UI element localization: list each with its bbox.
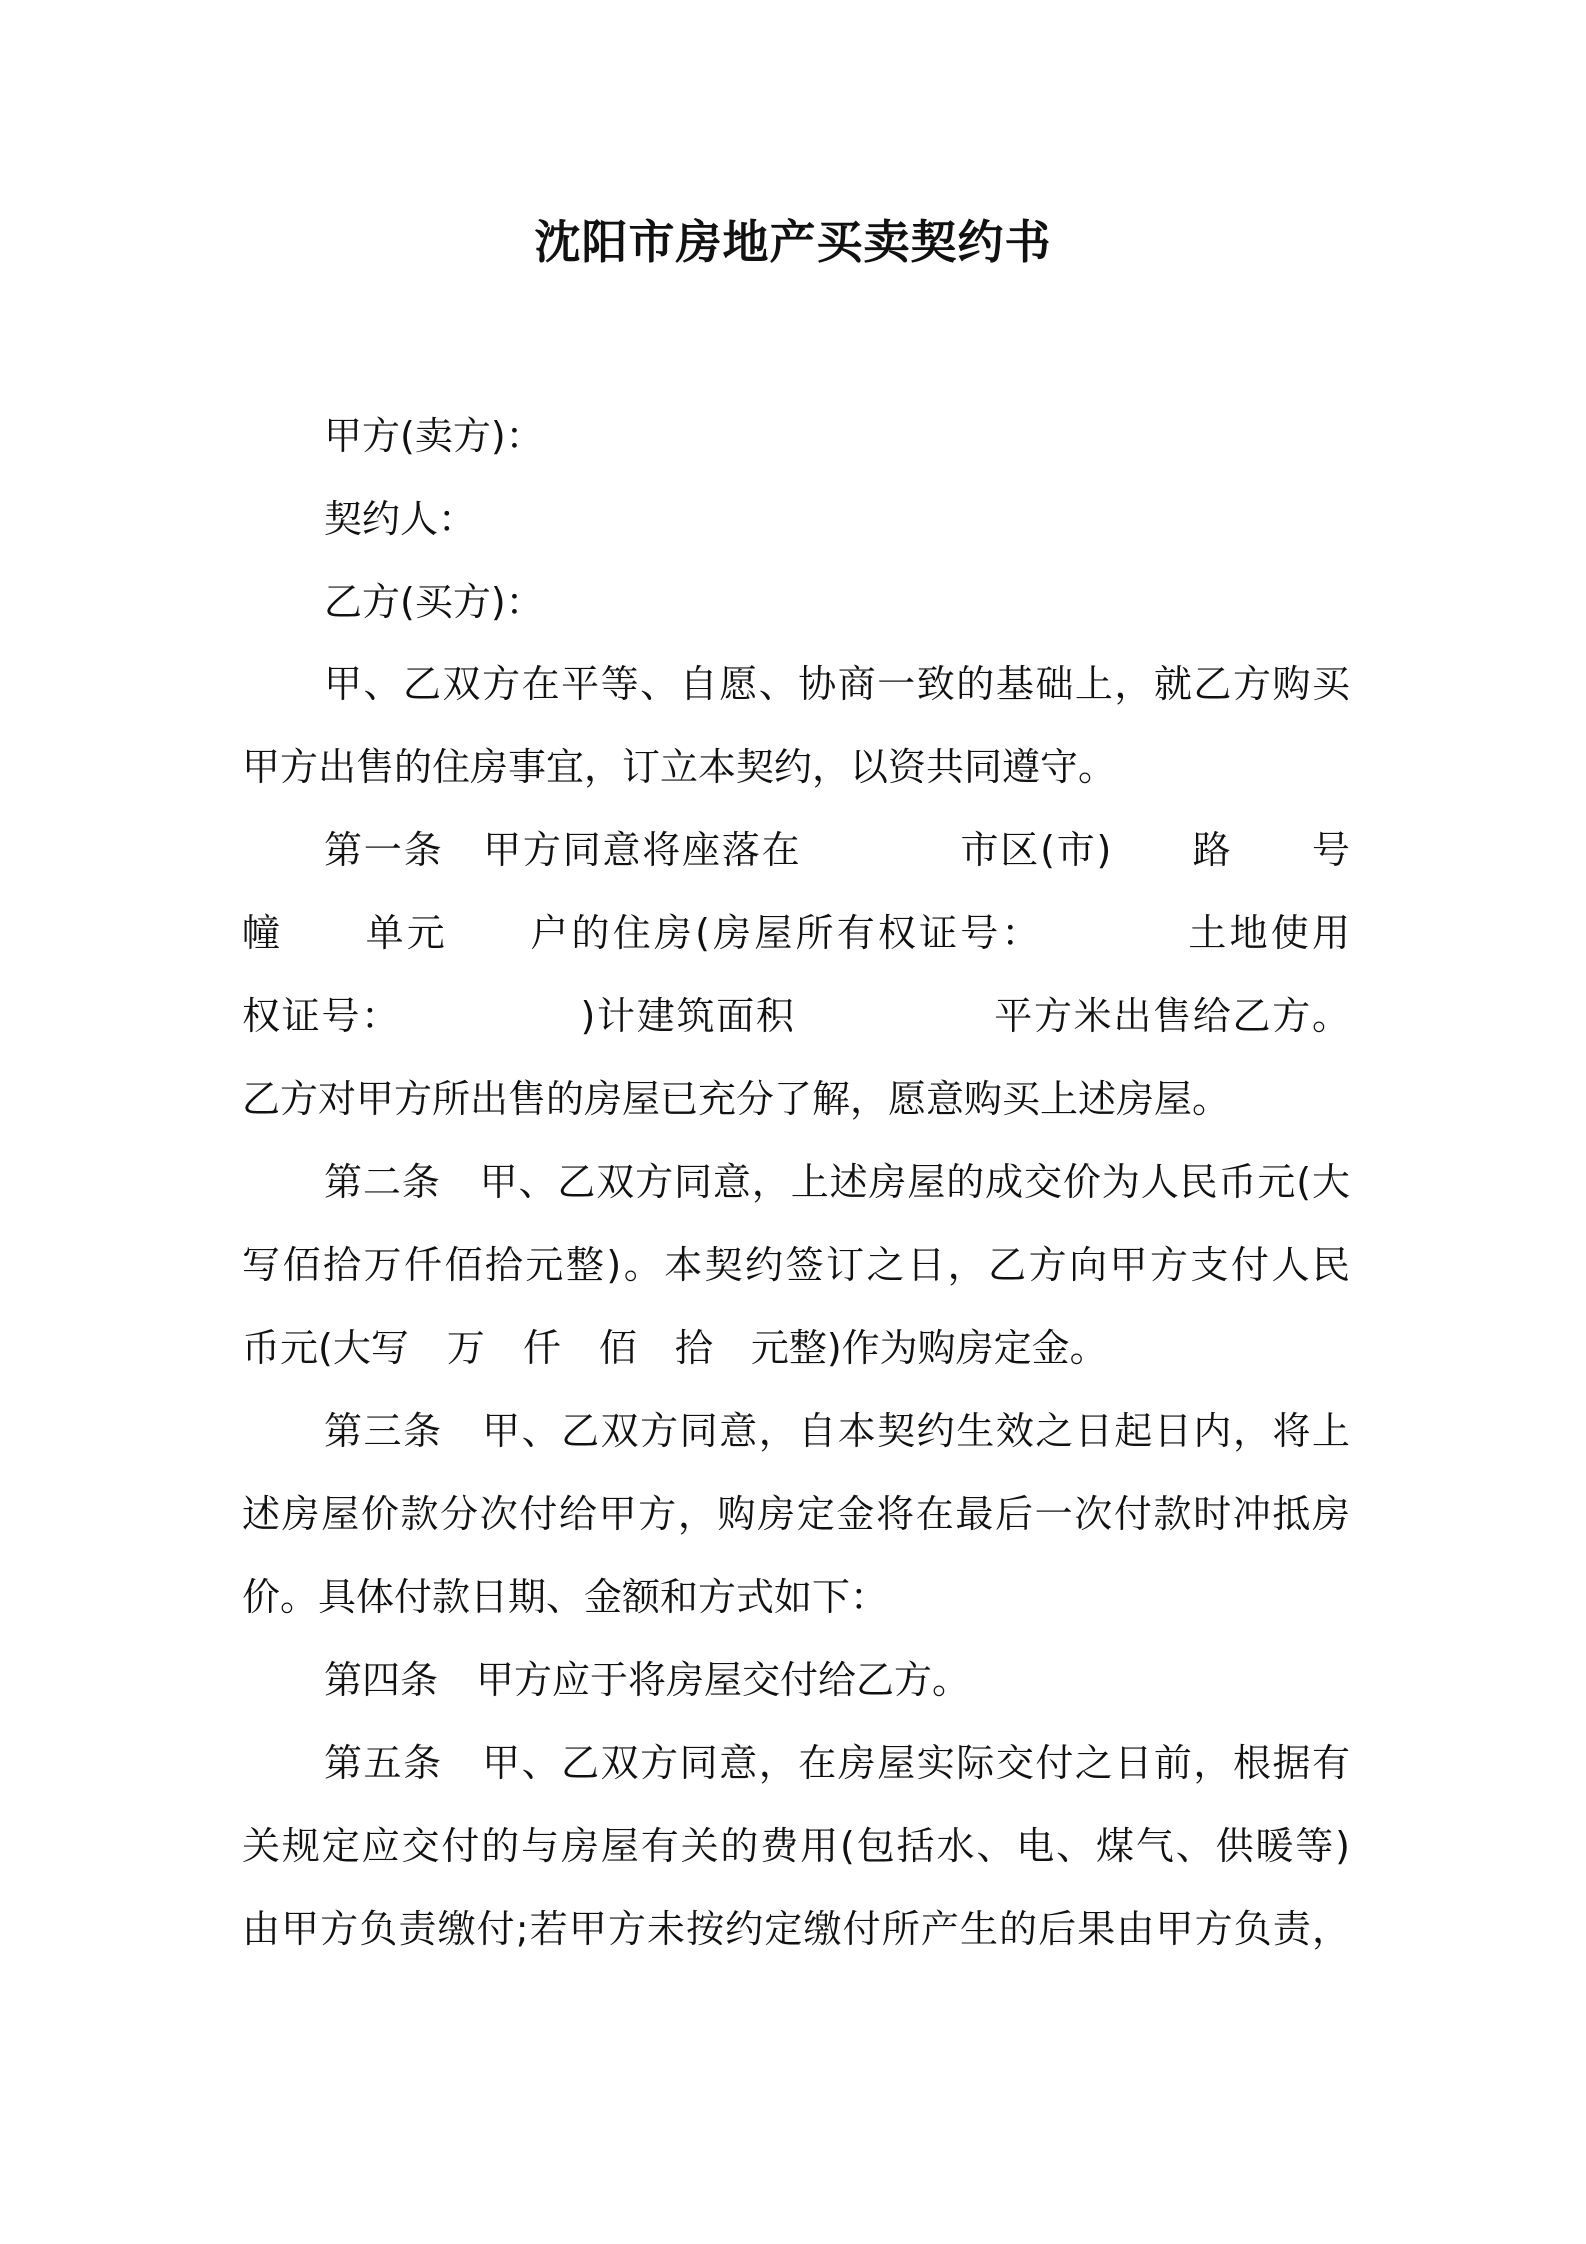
article-5-line-1: 第五条 甲、乙双方同意，在房屋实际交付之日前，根据有 <box>324 1741 1350 1785</box>
article-2-line-2: 写佰拾万仟佰拾元整)。本契约签订之日，乙方向甲方支付人民 <box>242 1243 1350 1287</box>
contract-person-label: 契约人： <box>324 497 477 541</box>
article-5-line-3: 由甲方负责缴付;若甲方未按约定缴付所产生的后果由甲方负责， <box>242 1907 1350 1951</box>
article-1-line-4: 乙方对甲方所出售的房屋已充分了解，愿意购买上述房屋。 <box>242 1077 1231 1121</box>
preamble-line-1: 甲、乙双方在平等、自愿、协商一致的基础上，就乙方购买 <box>324 662 1350 706</box>
article-3-line-1: 第三条 甲、乙双方同意，自本契约生效之日起日内，将上 <box>324 1409 1350 1453</box>
document-title: 沈阳市房地产买卖契约书 <box>534 215 1052 269</box>
preamble-line-2: 甲方出售的住房事宜，订立本契约，以资共同遵守。 <box>242 745 1117 789</box>
article-2-line-3: 币元(大写 万 仟 佰 拾 元整)作为购房定金。 <box>242 1326 1108 1370</box>
article-5-line-2: 关规定应交付的与房屋有关的费用(包括水、电、煤气、供暖等) <box>242 1824 1350 1868</box>
party-b-label: 乙方(买方)： <box>324 580 544 624</box>
article-1-line-2: 幢 单元 户的住房(房屋所有权证号： 土地使用 <box>242 911 1350 955</box>
article-3-line-2: 述房屋价款分次付给甲方，购房定金将在最后一次付款时冲抵房 <box>242 1492 1350 1536</box>
article-3-line-3: 价。具体付款日期、金额和方式如下： <box>242 1575 889 1619</box>
article-4-line-1: 第四条 甲方应于将房屋交付给乙方。 <box>324 1658 971 1702</box>
party-a-label: 甲方(卖方)： <box>324 414 544 458</box>
article-1-line-3: 权证号： )计建筑面积 平方米出售给乙方。 <box>242 994 1350 1038</box>
article-2-line-1: 第二条 甲、乙双方同意，上述房屋的成交价为人民币元(大 <box>324 1160 1350 1204</box>
article-1-line-1: 第一条 甲方同意将座落在 市区(市) 路 号 <box>324 828 1350 872</box>
